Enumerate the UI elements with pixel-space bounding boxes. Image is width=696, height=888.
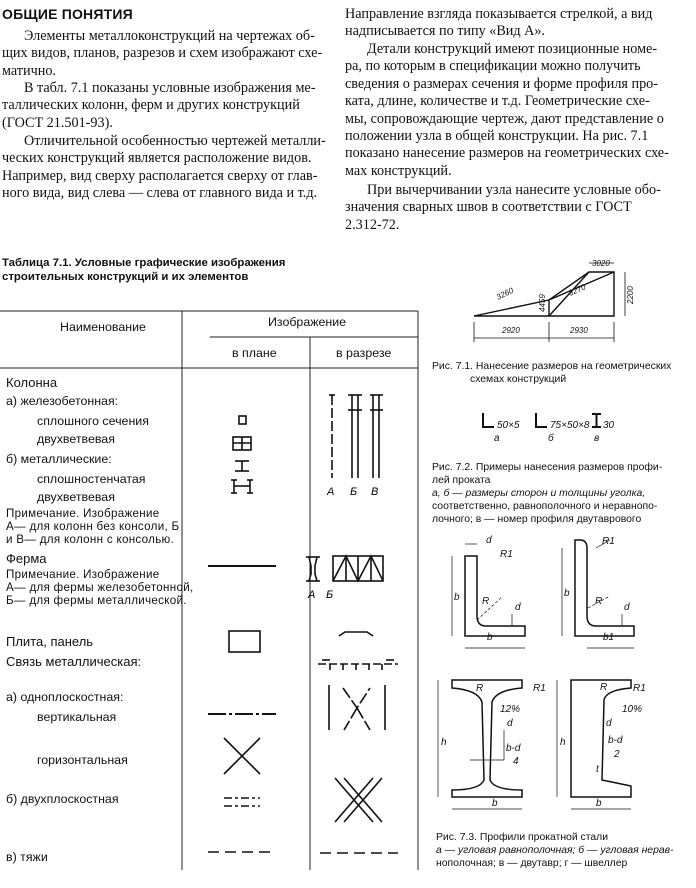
- label-r1-c: R1: [533, 683, 546, 694]
- profile-unequal-angle: [575, 540, 634, 636]
- dim-3270: 3270: [567, 282, 588, 298]
- fig71-caption: Рис. 7.1. Нанесение размеров на геометрических схемах конструкций: [432, 361, 672, 385]
- right-paragraph-2: Детали конструкций имеют позиционные номе- ра, по которым в спецификации можно получить сведения о размерах сечения и форме профиля про- ката, длине, количестве и т.д. Геометрические схе- мы, сопровождающие чертеж, дают представление о положении узла в общей конструкции. На рис. 7.1 показано нанесение размеров на геометрических схе- мах конструкций.: [345, 41, 669, 179]
- label-h-d: h: [560, 737, 566, 748]
- row-dvuhvetv1: двухветвевая: [37, 432, 115, 446]
- label-letter-a: а: [494, 433, 500, 444]
- right-paragraph-3: При вычерчивании узла нанесите условные обо- значения сварных швов в соответствии с ГОСТ 2.312-72.: [345, 182, 661, 233]
- label-r-d: R: [600, 682, 608, 693]
- row-sploshnostenk: сплошностенчатая: [37, 472, 146, 486]
- row-b-met: б) металлические:: [6, 452, 112, 466]
- label-letter-b: б: [548, 433, 554, 444]
- label-50x5: 50×5: [497, 420, 520, 431]
- label-r1-b: R1: [602, 536, 615, 547]
- label-b-d: b: [596, 798, 602, 809]
- row-a-odno: а) одноплоскостная:: [6, 690, 124, 704]
- fig72-caption: Рис. 7.2. Примеры нанесения размеров профи- лей проката а, б — размеры сторон и толщины уголка, соответственно, равнополочного и неравнопо- лочного; в — номер профиля двутаврового: [432, 462, 663, 525]
- dim-4459: 4459: [538, 294, 547, 312]
- row-sploshn: сплошного сечения: [37, 414, 149, 428]
- label-bd-c: b-d: [506, 743, 521, 754]
- label-r-a: R: [482, 596, 490, 607]
- row-a-zhb: а) железобетонная:: [6, 394, 119, 408]
- row-plita: Плита, панель: [6, 634, 94, 649]
- profile-ibeam: [452, 680, 522, 797]
- label-10pct: 10%: [622, 704, 643, 715]
- label-b-a-horiz: b: [487, 632, 493, 643]
- row-note2: Примечание. Изображение А— для фермы железобетонной, Б— для фермы металлической.: [6, 568, 194, 607]
- row-vertik: вертикальная: [37, 710, 117, 724]
- table-header-image: Изображение: [268, 315, 347, 329]
- dim-3020: 3020: [592, 259, 610, 268]
- label-a: А: [327, 486, 335, 498]
- label-t-d: t: [596, 764, 599, 775]
- row-kolonna: Колонна: [6, 375, 58, 390]
- left-paragraph-2: В табл. 7.1 показаны условные изображения ме- таллических колонн, ферм и других конструкций (ГОСТ 21.501-93).: [2, 80, 316, 131]
- row-note1: Примечание. Изображение А— для колонн без консоли, Б и В— для колонн с консолью.: [6, 507, 180, 546]
- label-d-d: d: [606, 718, 612, 729]
- label-d-b: d: [624, 602, 630, 613]
- label-75x50x8: 75×50×8: [550, 420, 590, 431]
- label-b-a-vert: b: [454, 592, 460, 603]
- label-12pct: 12%: [500, 704, 521, 715]
- row-v-tyazhi: в) тяжи: [6, 850, 48, 864]
- dim-3260: 3260: [494, 285, 515, 302]
- label-d-c: d: [507, 718, 513, 729]
- dim-2200: 2200: [626, 286, 635, 304]
- table-header-section: в разрезе: [336, 346, 392, 360]
- label-2-d: 2: [614, 749, 620, 760]
- label-r-b: R: [595, 596, 603, 607]
- label-truss-b: Б: [326, 589, 334, 601]
- right-paragraph-1: Направление взгляда показывается стрелкой, а вид надписывается по типу «Вид А».: [345, 6, 653, 40]
- label-d2-a: d: [515, 602, 521, 613]
- table-header-plan: в плане: [232, 346, 277, 360]
- label-d-a: d: [486, 535, 492, 546]
- label-b: Б: [350, 486, 358, 498]
- section-heading: ОБЩИЕ ПОНЯТИЯ: [2, 6, 133, 22]
- row-gorizont: горизонтальная: [37, 753, 128, 767]
- label-h-c: h: [441, 737, 447, 748]
- table-header-name: Наименование: [60, 320, 146, 334]
- label-b-c: b: [492, 798, 498, 809]
- label-truss-a: А: [308, 589, 316, 601]
- label-b-b: b: [564, 588, 570, 599]
- fig73-caption: Рис. 7.3. Профили прокатной стали а — угловая равнополочная; б — угловая нерав- нополочная; в — двутавр; г — швеллер: [436, 832, 674, 869]
- label-b1-b: b1: [603, 632, 615, 643]
- label-30: 30: [603, 420, 615, 431]
- dim-2920: 2920: [502, 326, 520, 335]
- row-svyaz: Связь металлическая:: [6, 654, 142, 669]
- row-ferma: Ферма: [6, 551, 47, 566]
- profile-equal-angle: [465, 556, 525, 636]
- label-r1-a: R1: [500, 549, 513, 560]
- label-r1-d: R1: [633, 683, 646, 694]
- row-dvuhvetv2: двухветвевая: [37, 490, 115, 504]
- left-paragraph-1: Элементы металлоконструкций на чертежах об- щих видов, планов, разрезов и схем изображают схе- матично.: [2, 28, 323, 79]
- label-letter-v: в: [594, 433, 600, 444]
- label-4-c: 4: [513, 756, 519, 767]
- table-caption: Таблица 7.1. Условные графические изображения строительных конструкций и их элементов: [2, 257, 286, 283]
- label-r-c: R: [476, 683, 484, 694]
- left-paragraph-3: Отличительной особенностью чертежей металли- ческих конструкций является расположение видов. Например, вид сверху располагается сверху от глав- ного вида, вид слева — слева от главного вида и т.д.: [2, 133, 326, 202]
- dim-2930: 2930: [570, 326, 588, 335]
- row-b-dvuh: б) двухплоскостная: [6, 792, 119, 806]
- label-v: В: [371, 486, 379, 498]
- label-bd-d: b-d: [608, 735, 623, 746]
